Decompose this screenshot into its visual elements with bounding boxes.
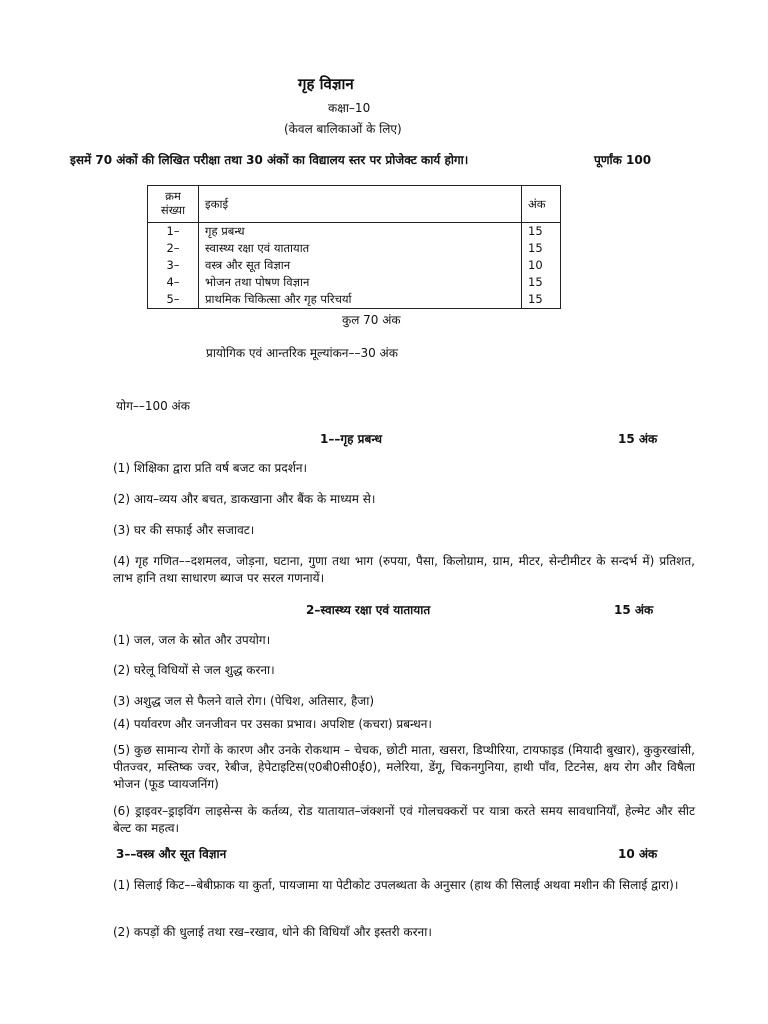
table-row (148, 274, 561, 291)
full-marks: पूर्णांक 100 (594, 153, 652, 167)
list-item: (5) कुछ सामान्य रोगों के कारण और उनके रोकथाम – चेचक, छोटी माता, खसरा, डिप्थीरिया, टायफाइड (मियादी बुखार), कुकुरखांसी, पीतज्वर, मस्तिष्क ज्वर, रेबीज, हेपेटाइटिस(ए0बी0सी0ई0), मलेरिया, डेंगू, चिकनगुनिया, हाथी पाँव, टिटनेस, क्षय रोग और विषैला भोजन (फूड प्वायजनिंग) (113, 743, 695, 791)
col-sno-header: क्रम संख्या (148, 186, 199, 223)
section-marks: 15 अंक (614, 603, 654, 617)
list-item: (1) सिलाई किट––बेबीफ्राक या कुर्ता, पायजामा या पेटीकोट उपलब्धता के अनुसार (हाथ की सिलाई अथवा मशीन की सिलाई द्वारा)। (113, 878, 679, 892)
row-unit: भोजन तथा पोषण विज्ञान (199, 274, 522, 291)
table-header-row (148, 186, 561, 223)
list-item: (4) गृह गणित––दशमलव, जोड़ना, घटाना, गुणा तथा भाग (रुपया, पैसा, किलोग्राम, ग्राम, मीटर, सेन्टीमीटर के सन्दर्भ में) प्रतिशत, लाभ हानि तथा साधारण ब्याज पर सरल गणनायें। (113, 554, 695, 585)
list-item: (1) शिक्षिका द्वारा प्रति वर्ष बजट का प्रदर्शन। (113, 461, 308, 475)
row-unit: प्राथमिक चिकित्सा और गृह परिचर्या (199, 291, 522, 309)
table-total: कुल 70 अंक (342, 313, 401, 327)
col-marks-header: अंक (522, 186, 561, 223)
class-label: कक्षा–10 (328, 101, 371, 115)
section-heading: 3––वस्त्र और सूत विज्ञान (116, 847, 227, 861)
list-item: (2) कपड़ों की धुलाई तथा रख–रखाव, धोने की विधियाँ और इस्तरी करना। (113, 925, 432, 939)
table-row (148, 223, 561, 241)
row-sno: 4– (148, 274, 199, 291)
list-item: (3) घर की सफाई और सजावट। (113, 523, 255, 537)
table-row (148, 291, 561, 309)
internal-assessment: प्रायोगिक एवं आन्तरिक मूल्यांकन––30 अंक (206, 346, 398, 360)
list-item: (6) ड्राइवर–ड्राइविंग लाइसेन्स के कर्तव्य, रोड यातायात–जंक्शनों एवं गोलचक्करों पर यात्रा करते समय सावधानियाँ, हेल्मेट और सीट बेल्ट का महत्व। (113, 804, 695, 835)
row-unit: वस्त्र और सूत विज्ञान (199, 257, 522, 274)
row-marks: 15 (522, 240, 561, 257)
exam-note: इसमें 70 अंकों की लिखित परीक्षा तथा 30 अंकों का विद्यालय स्तर पर प्रोजेक्ट कार्य होगा। (70, 153, 469, 167)
row-unit: गृह प्रबन्ध (199, 223, 522, 241)
col-unit-header: इकाई (199, 186, 522, 223)
row-sno: 1– (148, 223, 199, 241)
row-sno: 5– (148, 291, 199, 309)
list-item: (1) जल, जल के स्रोत और उपयोग। (113, 633, 271, 647)
list-item: (3) अशुद्ध जल से फैलने वाले रोग। (पेचिश, अतिसार, हैजा) (113, 694, 375, 708)
subject-title: गृह विज्ञान (298, 75, 354, 93)
section-marks: 15 अंक (618, 432, 658, 446)
row-marks: 15 (522, 274, 561, 291)
row-marks: 15 (522, 291, 561, 309)
row-marks: 15 (522, 223, 561, 241)
list-item: (4) पर्यावरण और जनजीवन पर उसका प्रभाव। अपशिष्ट (कचरा) प्रबन्धन। (113, 717, 432, 731)
list-item: (2) आय–व्यय और बचत, डाकखाना और बैंक के माध्यम से। (113, 492, 376, 506)
list-item: (2) घरेलू विधियों से जल शुद्ध करना। (113, 663, 275, 677)
row-sno: 3– (148, 257, 199, 274)
row-unit: स्वास्थ्य रक्षा एवं यातायात (199, 240, 522, 257)
grand-total: योग––100 अंक (116, 399, 190, 413)
table-row (148, 257, 561, 274)
table-row (148, 240, 561, 257)
row-sno: 2– (148, 240, 199, 257)
section-marks: 10 अंक (618, 847, 658, 861)
section-heading: 1––गृह प्रबन्ध (320, 432, 383, 446)
audience-label: (केवल बालिकाओं के लिए) (284, 122, 402, 136)
section-heading: 2–स्वास्थ्य रक्षा एवं यातायात (306, 603, 431, 617)
row-marks: 10 (522, 257, 561, 274)
units-table (147, 185, 561, 309)
